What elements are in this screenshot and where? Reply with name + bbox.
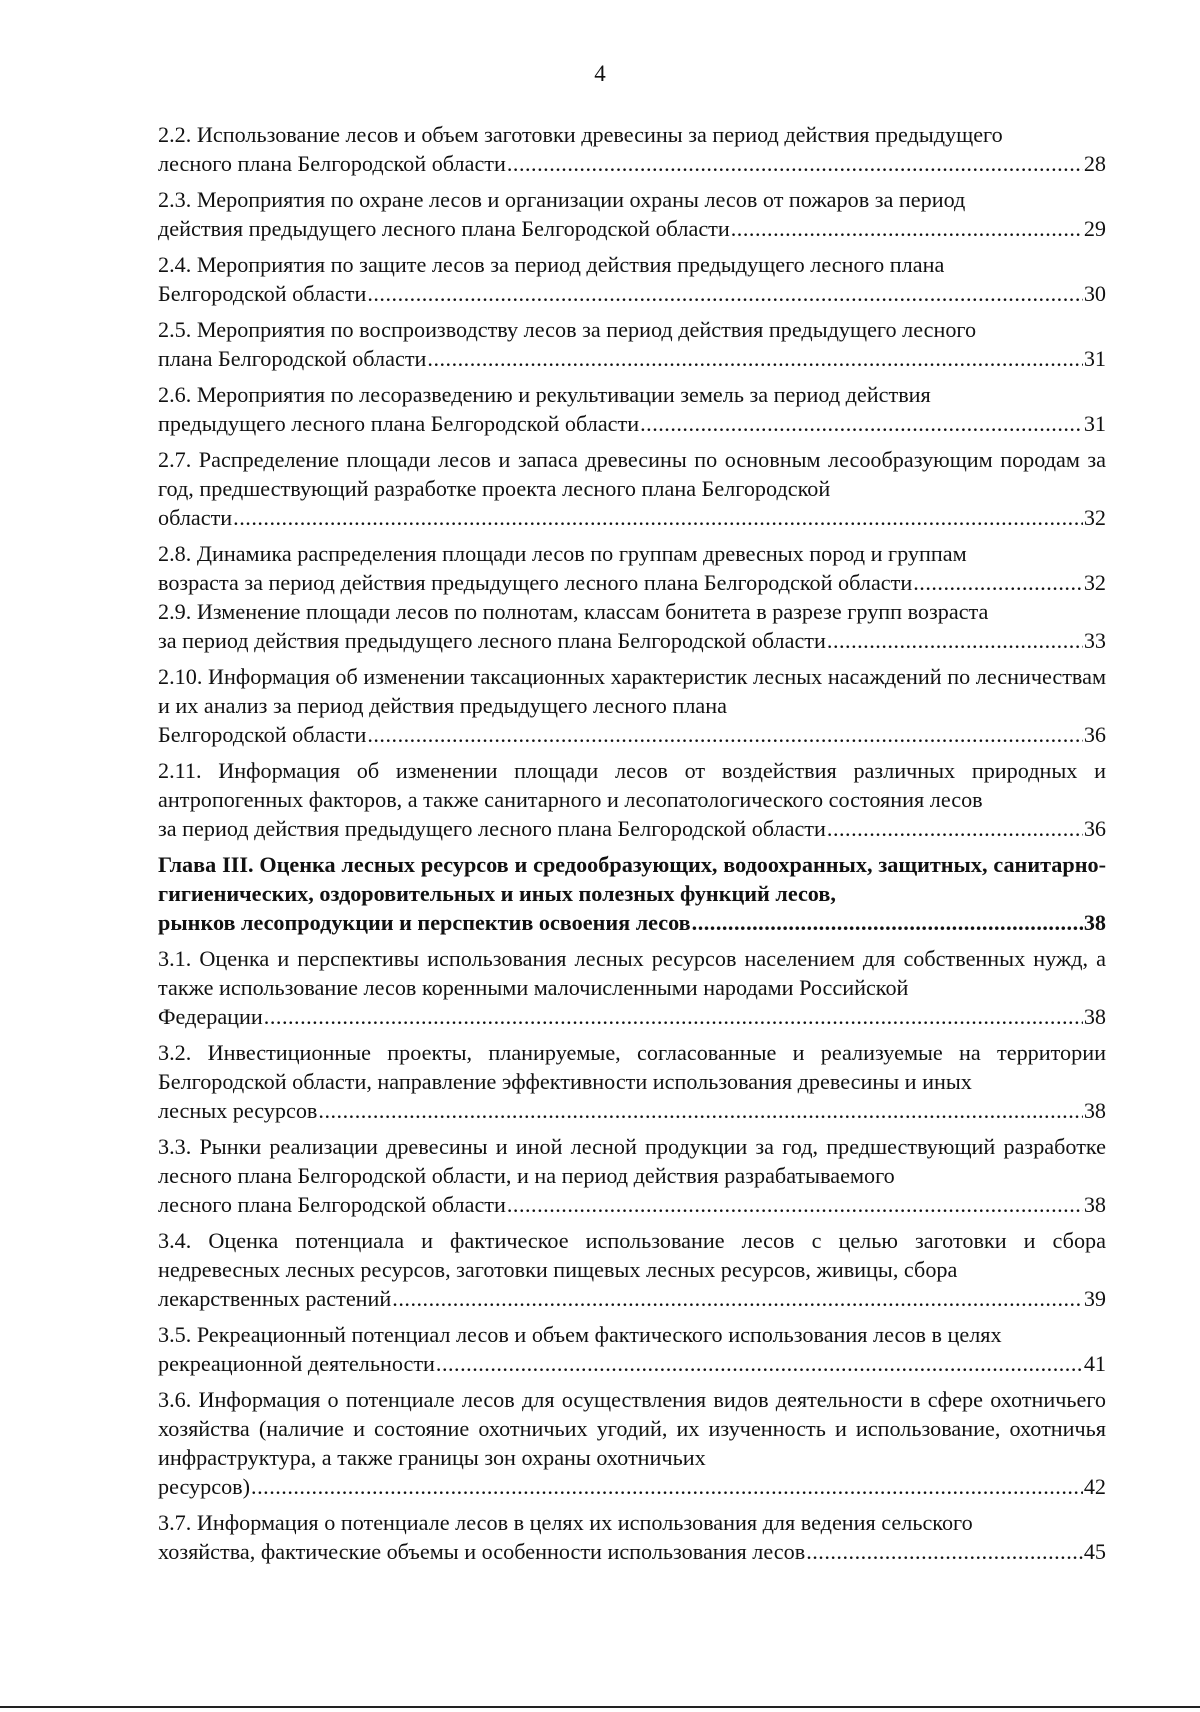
- toc-entry-2-7: [158, 445, 1106, 532]
- toc-page-number: 32: [1083, 505, 1106, 530]
- toc-page-number: 36: [1083, 816, 1106, 841]
- toc-entry-text-end: плана Белгородской области: [158, 346, 427, 371]
- toc-entry-text: 2.7. Распределение площади лесов и запаса древесины по основным лесообразующим породам за год, предшествующий разработке проекта лесного плана Белгородской: [158, 447, 1106, 501]
- toc-page-number: 28: [1083, 151, 1106, 176]
- dot-leader: [827, 814, 1083, 843]
- toc-page-number: 38: [1083, 1098, 1106, 1123]
- toc-entry-3-3: [158, 1132, 1106, 1219]
- toc-entry-text-end: предыдущего лесного плана Белгородской области: [158, 411, 640, 436]
- toc-entry-3-5: [158, 1320, 1106, 1378]
- toc-entry-text-end: лесного плана Белгородской области: [158, 151, 506, 176]
- toc-page-number: 38: [1083, 910, 1106, 935]
- dot-leader: [251, 1472, 1083, 1501]
- dot-leader: [318, 1096, 1082, 1125]
- toc-page-number: 31: [1083, 411, 1106, 436]
- toc-entry-2-10: [158, 662, 1106, 749]
- dot-leader: [731, 214, 1083, 243]
- dot-leader: [507, 149, 1083, 178]
- toc-entry-3-4: [158, 1226, 1106, 1313]
- toc-page-number: 33: [1083, 628, 1106, 653]
- toc-entry-text: 3.2. Инвестиционные проекты, планируемые, согласованные и реализуемые на территории Белгородской области, направление эффективности использования древесины и иных: [158, 1040, 1106, 1094]
- toc-entry-2-2: [158, 120, 1106, 178]
- dot-leader: [640, 409, 1083, 438]
- toc-entry-text-end: Белгородской области: [158, 281, 367, 306]
- toc-entry-text-end: за период действия предыдущего лесного плана Белгородской области: [158, 816, 826, 841]
- dot-leader: [692, 908, 1083, 937]
- toc-entry-text: 3.7. Информация о потенциале лесов в целях их использования для ведения сельского: [158, 1510, 973, 1535]
- table-of-contents: [158, 120, 1106, 1573]
- toc-entry-text-end: лесного плана Белгородской области: [158, 1192, 506, 1217]
- toc-entry-text-end: рекреационной деятельности: [158, 1351, 435, 1376]
- toc-page-number: 45: [1083, 1539, 1106, 1564]
- toc-entry-text-end: действия предыдущего лесного плана Белгородской области: [158, 216, 730, 241]
- toc-page-number: 38: [1083, 1192, 1106, 1217]
- toc-entry-2-5: [158, 315, 1106, 373]
- toc-entry-text: 3.3. Рынки реализации древесины и иной лесной продукции за год, предшествующий разработке лесного плана Белгородской области, и на период действия разрабатываемого: [158, 1134, 1106, 1188]
- toc-entry-text-end: за период действия предыдущего лесного плана Белгородской области: [158, 628, 826, 653]
- toc-page-number: 30: [1083, 281, 1106, 306]
- dot-leader: [392, 1284, 1083, 1313]
- toc-entry-text: 2.9. Изменение площади лесов по полнотам, классам бонитета в разрезе групп возраста: [158, 599, 989, 624]
- toc-entry-text: 2.4. Мероприятия по защите лесов за период действия предыдущего лесного плана: [158, 252, 945, 277]
- toc-entry-text: 2.11. Информация об изменении площади лесов от воздействия различных природных и антропогенных факторов, а также санитарного и лесопатологического состояния лесов: [158, 758, 1106, 812]
- toc-entry-text: 2.10. Информация об изменении таксационных характеристик лесных насаждений по лесничествам и их анализ за период действия предыдущего лесного плана: [158, 664, 1106, 718]
- toc-entry-text: 2.6. Мероприятия по лесоразведению и рекультивации земель за период действия: [158, 382, 931, 407]
- toc-entry-2-11: [158, 756, 1106, 843]
- toc-page-number: 31: [1083, 346, 1106, 371]
- toc-chapter-title-end: рынков лесопродукции и перспектив освоения лесов: [158, 910, 691, 935]
- toc-page-number: 32: [1083, 570, 1106, 595]
- toc-entry-text: 3.6. Информация о потенциале лесов для осуществления видов деятельности в сфере охотничьего хозяйства (наличие и состояние охотничьих угодий, их изученность и использование, охотничья инфраструктура, а также границы зон охраны охотничьих: [158, 1387, 1106, 1470]
- toc-entry-text: 2.2. Использование лесов и объем заготовки древесины за период действия предыдущего: [158, 122, 1003, 147]
- toc-entry-text: 2.5. Мероприятия по воспроизводству лесов за период действия предыдущего лесного: [158, 317, 977, 342]
- dot-leader: [367, 720, 1082, 749]
- dot-leader: [913, 568, 1083, 597]
- toc-entry-text-end: возраста за период действия предыдущего лесного плана Белгородской области: [158, 570, 913, 595]
- toc-entry-2-9: [158, 597, 1106, 655]
- toc-page-number: 29: [1083, 216, 1106, 241]
- dot-leader: [367, 279, 1082, 308]
- toc-entry-text: 2.3. Мероприятия по охране лесов и организации охраны лесов от пожаров за период: [158, 187, 966, 212]
- dot-leader: [436, 1349, 1083, 1378]
- toc-entry-3-7: [158, 1508, 1106, 1566]
- toc-page-number: 38: [1083, 1004, 1106, 1029]
- toc-entry-text: 3.4. Оценка потенциала и фактическое использование лесов с целью заготовки и сбора недревесных лесных ресурсов, заготовки пищевых лесных ресурсов, живицы, сбора: [158, 1228, 1106, 1282]
- toc-entry-text-end: Федерации: [158, 1004, 263, 1029]
- toc-page-number: 42: [1083, 1474, 1106, 1499]
- toc-entry-3-2: [158, 1038, 1106, 1125]
- toc-entry-2-4: [158, 250, 1106, 308]
- toc-page-number: 36: [1083, 722, 1106, 747]
- toc-entry-2-3: [158, 185, 1106, 243]
- dot-leader: [264, 1002, 1083, 1031]
- page-number: 4: [594, 61, 606, 86]
- dot-leader: [827, 626, 1083, 655]
- toc-entry-text: 2.8. Динамика распределения площади лесов по группам древесных пород и группам: [158, 541, 967, 566]
- toc-page-number: 41: [1083, 1351, 1106, 1376]
- toc-page-number: 39: [1083, 1286, 1106, 1311]
- toc-chapter-title: Глава III. Оценка лесных ресурсов и средообразующих, водоохранных, защитных, санитарно-гигиенических, оздоровительных и иных полезных функций лесов,: [158, 852, 1106, 906]
- toc-entry-text-end: лекарственных растений: [158, 1286, 392, 1311]
- dot-leader: [806, 1537, 1083, 1566]
- toc-entry-3-6: [158, 1385, 1106, 1501]
- toc-entry-text-end: хозяйства, фактические объемы и особенности использования лесов: [158, 1539, 806, 1564]
- toc-entry-text-end: лесных ресурсов: [158, 1098, 318, 1123]
- dot-leader: [507, 1190, 1083, 1219]
- dot-leader: [233, 503, 1083, 532]
- toc-entry-text-end: Белгородской области: [158, 722, 367, 747]
- dot-leader: [427, 344, 1082, 373]
- toc-entry-2-8: [158, 539, 1106, 597]
- toc-chapter-3: [158, 850, 1106, 937]
- toc-entry-3-1: [158, 944, 1106, 1031]
- toc-entry-text-end: области: [158, 505, 233, 530]
- bottom-edge-line: [0, 1706, 1200, 1708]
- toc-entry-text: 3.5. Рекреационный потенциал лесов и объем фактического использования лесов в целях: [158, 1322, 1002, 1347]
- toc-entry-text: 3.1. Оценка и перспективы использования лесных ресурсов населением для собственных нужд, а также использование лесов коренными малочисленными народами Российской: [158, 946, 1106, 1000]
- toc-entry-text-end: ресурсов): [158, 1474, 251, 1499]
- toc-entry-2-6: [158, 380, 1106, 438]
